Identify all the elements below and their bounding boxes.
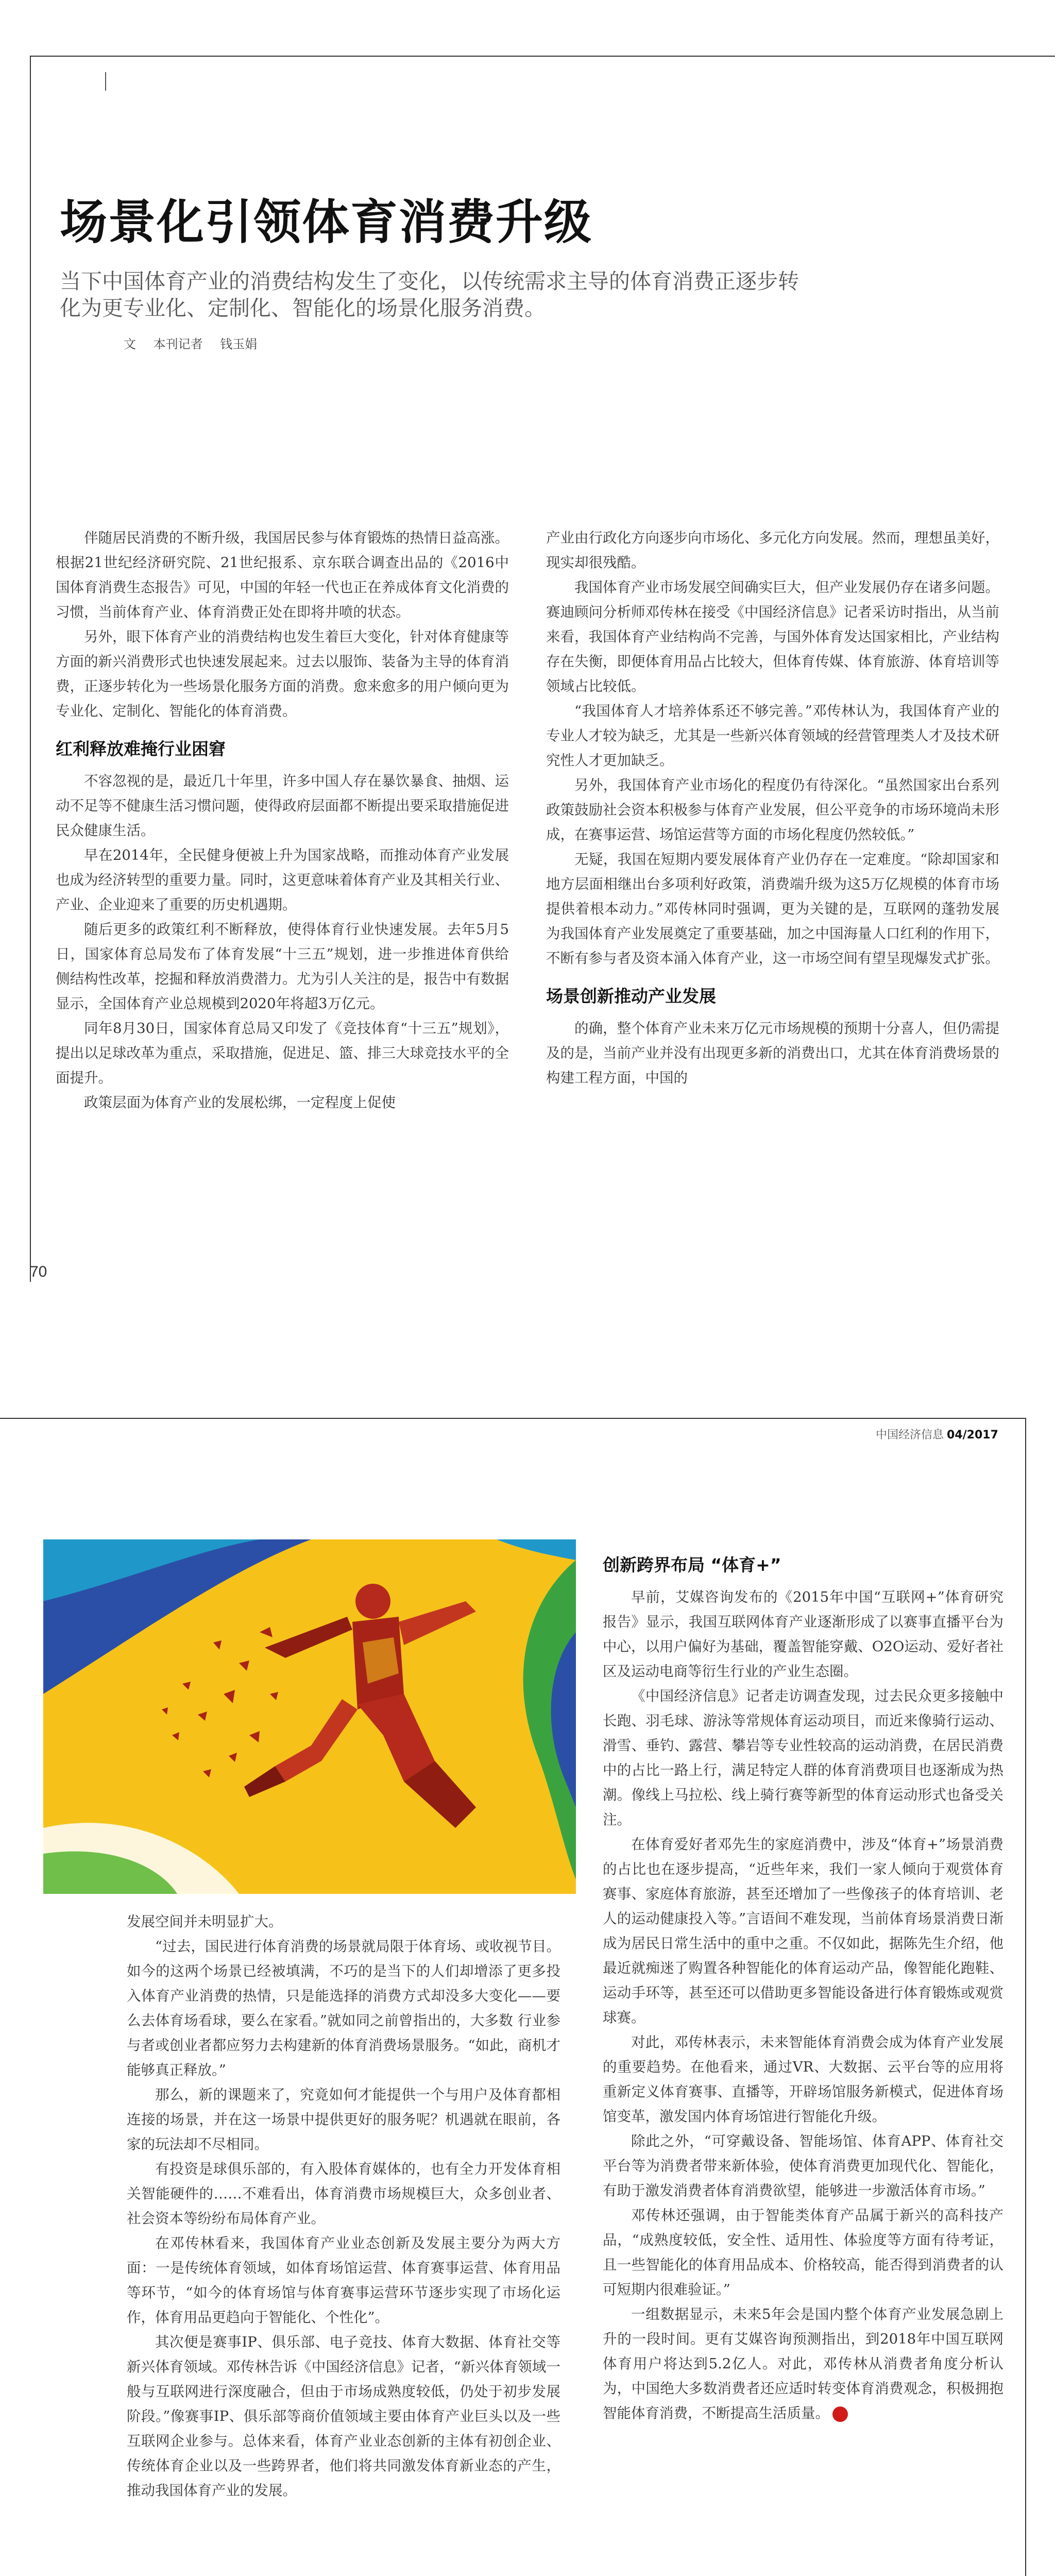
paragraph-text: 其次便是赛事IP、俱乐部、电子竞技、体育大数据、体育社交等新兴体育领域。邓传林告诉《中国经济信息》记者，“新兴体育领域一般与互联网进行深度融合，但由于市场成熟度较低，仍处于初步发展阶段。”像赛事IP、俱乐部等商价值领域主要由体育产业巨头以及一些互联网企业参与。总体来看，体育产业业态创新的主体有初创企业、传统体育企业以及一些跨界者，他们将共同激发体育新业态的产生，推动我国体育产业的发展。 [127, 2334, 560, 2499]
paragraph-text: 我国体育产业市场发展空间确实巨大，但产业发展仍存在诸多问题。赛迪顾问分析师邓传林在接受《中国经济信息》记者采访时指出，从当前来看，我国体育产业结构尚不完善，与国外体育发达国家相比，产业结构存在失衡，即便体育用品占比较大，但体育传媒、体育旅游、体育培训等领域占比较低。 [546, 579, 999, 694]
paragraph-text: 随后更多的政策红利不断释放，使得体育行业快速发展。去年5月5日，国家体育总局发布了体育发展“十三五”规划，进一步推进体育供给侧结构性改革，挖掘和释放消费潜力。尤为引人关注的是，报告中有数据显示，全国体育产业总规模到2020年将超3万亿元。 [56, 921, 509, 1012]
paragraph-text: 不容忽视的是，最近几十年里，许多中国人存在暴饮暴食、抽烟、运动不足等不健康生活习惯问题，使得政府层面都不断提出要采取措施促进民众健康生活。 [56, 773, 509, 839]
paragraph-text: 邓传林还强调，由于智能类体育产品属于新兴的高科技产品，“成熟度较低，安全性、适用性、体验度等方面有待考证，且一些智能化的体育用品成本、价格较高，能否得到消费者的认可短期内很难验证。” [603, 2207, 1003, 2298]
paragraph-text: 同年8月30日，国家体育总局又印发了《竞技体育“十三五”规划》，提出以足球改革为重点，采取措施，促进足、篮、排三大球竞技水平的全面提升。 [56, 1020, 509, 1086]
paragraph [127, 2330, 560, 2503]
paragraph-text: 另外，我国体育产业市场化的程度仍有待深化。“虽然国家出台系列政策鼓励社会资本积极参与体育产业发展，但公平竞争的市场环境尚未形成，在赛事运营、场馆运营等方面的市场化程度仍然较低。” [546, 777, 999, 843]
paragraph [56, 1016, 509, 1090]
paragraph-text: 产业由行政化方向逐步向市场化、多元化方向发展。然而，理想虽美好，现实却很残酷。 [546, 530, 999, 571]
paragraph [56, 769, 509, 843]
page2-left-column [127, 1909, 560, 2503]
paragraph [546, 1016, 999, 1090]
paragraph-text: 政策层面为体育产业的发展松绑，一定程度上促使 [84, 1094, 396, 1111]
paragraph [546, 699, 999, 773]
header-issue: 04/2017 [947, 1429, 998, 1442]
page-number-left: 70 [30, 1263, 47, 1280]
paragraph-text: 有投资是球俱乐部的，有入股体育媒体的，也有全力开发体育相关智能硬件的……不难看出，体育消费市场规模巨大，众多创业者、社会资本等纷纷布局体育产业。 [127, 2161, 560, 2227]
running-header [876, 1426, 998, 1442]
runner-illustration-svg [43, 1539, 576, 1894]
paragraph [127, 2082, 560, 2157]
header-magazine-name: 中国经济信息 [876, 1429, 944, 1442]
section-heading [546, 984, 999, 1009]
section-heading [603, 1553, 1003, 1578]
paragraph-text: 那么，新的课题来了，究竟如何才能提供一个与用户及体育都相连接的场景，并在这一场景中提供更好的服务呢？机遇就在眼前，各家的玩法却不尽相同。 [127, 2087, 560, 2153]
page2-right-column [603, 1553, 1003, 2426]
runner-illustration [43, 1539, 576, 1894]
paragraph-text: 一组数据显示，未来5年会是国内整个体育产业发展急剧上升的一段时间。更有艾媒咨询预测指出，到2018年中国互联网体育用户将达到5.2亿人。对此，邓传林从消费者角度分析认为，中国绝大多数消费者还应适时转变体育消费观念，积极拥抱智能体育消费，不断提高生活质量。 [603, 2306, 1003, 2421]
paragraph [603, 2203, 1003, 2302]
paragraph-text: 无疑，我国在短期内要发展体育产业仍存在一定难度。“除却国家和地方层面相继出台多项利好政策，消费端升级为这5万亿规模的体育市场提供着根本动力。”邓传林同时强调，更为关键的是，互联网的蓬勃发展为我国体育产业发展奠定了重要基础，加之中国海量人口红利的作用下，不断有参与者及资本涌入体育产业，这一市场空间有望呈现爆发式扩张。 [546, 851, 999, 967]
section-heading-text: 红利释放难掩行业困窘 [56, 739, 226, 759]
page1-left-column [56, 526, 509, 1115]
paragraph [127, 2231, 560, 2330]
paragraph [127, 2157, 560, 2231]
paragraph [546, 847, 999, 971]
byline-role: 本刊记者 [153, 337, 203, 351]
paragraph-text: “过去，国民进行体育消费的场景就局限于体育场、或收视节目。如今的这两个场景已经被填满，不巧的是当下的人们却增添了更多投入体育产业消费的热情，只是能选择的消费方式却没多大变化——要么去体育场看球，要么在家看。”就如同之前曾指出的，大多数 行业参与者或创业者都应努力去构建新的体育消费场景服务。“如此，商机才能够真正释放。” [127, 1938, 560, 2078]
paragraph-text: 在邓传林看来，我国体育产业业态创新及发展主要分为两大方面：一是传统体育领域，如体育场馆运营、体育赛事运营、体育用品等环节，“如今的体育场馆与体育赛事运营环节逐步实现了市场化运作，体育用品更趋向于智能化、个性化”。 [127, 2235, 560, 2326]
paragraph-text: 发展空间并未明显扩大。 [127, 1913, 283, 1930]
section-heading [56, 737, 509, 761]
page1-right-column [546, 526, 999, 1090]
byline-prefix: 文 [124, 337, 136, 351]
byline [124, 334, 270, 352]
paragraph [546, 526, 999, 575]
paragraph [127, 1909, 560, 1934]
paragraph-text: 早前，艾媒咨询发布的《2015年中国“互联网+”体育研究报告》显示，我国互联网体育产业逐渐形成了以赛事直播平台为中心，以用户偏好为基础，覆盖智能穿戴、O2O运动、爱好者社区及运动电商等衍生行业的产业生态圈。 [603, 1589, 1003, 1680]
paragraph [546, 575, 999, 699]
paragraph [603, 1684, 1003, 1832]
paragraph-text: 《中国经济信息》记者走访调查发现，过去民众更多接触中长跑、羽毛球、游泳等常规体育运动项目，而近来像骑行运动、滑雪、垂钓、露营、攀岩等专业性较高的运动消费，在居民消费中的占比一路上行，满足特定人群的体育消费项目也逐渐成为热潮。像线上马拉松、线上骑行赛等新型的体育运动形式也备受关注。 [603, 1688, 1003, 1828]
section-heading-text: 场景创新推动产业发展 [546, 986, 716, 1006]
paragraph [56, 526, 509, 624]
paragraph [56, 624, 509, 723]
article-subtitle: 当下中国体育产业的消费结构发生了变化，以传统需求主导的体育消费正逐步转化为更专业化、定制化、智能化的场景化服务消费。 [60, 269, 799, 320]
paragraph [127, 1934, 560, 2082]
paragraph [603, 1832, 1003, 2030]
end-mark-icon [832, 2406, 848, 2422]
paragraph [56, 1090, 509, 1115]
paragraph-text: 早在2014年，全民健身便被上升为国家战略，而推动体育产业发展也成为经济转型的重要力量。同时，这更意味着体育产业及其相关行业、产业、企业迎来了重要的历史机遇期。 [56, 847, 509, 913]
paragraph [56, 917, 509, 1016]
paragraph [603, 1585, 1003, 1684]
paragraph-text: 在体育爱好者邓先生的家庭消费中，涉及“体育+”场景消费的占比也在逐步提高，“近些年来，我们一家人倾向于观赏体育赛事、家庭体育旅游，甚至还增加了一些像孩子的体育培训、老人的运动健康投入等。”言语间不难发现，当前体育场景消费日渐成为居民日常生活中的重中之重。不仅如此，据陈先生介绍，他最近就痴迷了购置各种智能化的体育运动产品，像智能化跑鞋、运动手环等，甚至还可以借助更多智能设备进行体育锻炼或观赏球赛。 [603, 1836, 1003, 2026]
paragraph-text: 对此，邓传林表示，未来智能体育消费会成为体育产业发展的重要趋势。在他看来，通过VR、大数据、云平台等的应用将重新定义体育赛事、直播等，开辟场馆服务新模式，促进体育场馆变革，激发国内体育场馆进行智能化升级。 [603, 2034, 1003, 2125]
paragraph-text: 的确，整个体育产业未来万亿元市场规模的预期十分喜人，但仍需提及的是，当前产业并没有出现更多新的消费出口，尤其在体育消费场景的构建工程方面，中国的 [546, 1020, 999, 1086]
paragraph [603, 2302, 1003, 2426]
paragraph-text: 除此之外，“可穿戴设备、智能场馆、体育APP、体育社交平台等为消费者带来新体验，使体育消费更加现代化、智能化，有助于激发消费者体育消费欲望，能够进一步激活体育市场。” [603, 2133, 1003, 2199]
paragraph-text: 另外，眼下体育产业的消费结构也发生着巨大变化，针对体育健康等方面的新兴消费形式也快速发展起来。过去以服饰、装备为主导的体育消费，正逐步转化为一些场景化服务方面的消费。愈来愈多的用户倾向更为专业化、定制化、智能化的体育消费。 [56, 629, 509, 719]
byline-author: 钱玉娟 [220, 337, 258, 351]
margin-tick [105, 72, 106, 91]
section-heading-text: 创新跨界布局 “体育+” [603, 1555, 781, 1575]
article-title: 场景化引领体育消费升级 [60, 195, 593, 250]
paragraph-text: 伴随居民消费的不断升级，我国居民参与体育锻炼的热情日益高涨。根据21世纪经济研究院、21世纪报系、京东联合调查出品的《2016中国体育消费生态报告》可见，中国的年轻一代也正在养成体育文化消费的习惯，当前体育产业、体育消费正处在即将井喷的状态。 [56, 530, 509, 620]
paragraph [603, 2030, 1003, 2129]
paragraph [56, 843, 509, 917]
paragraph [546, 773, 999, 847]
paragraph-text: “我国体育人才培养体系还不够完善。”邓传林认为，我国体育产业的专业人才较为缺乏，尤其是一些新兴体育领域的经营管理类人才及技术研究性人才更加缺乏。 [546, 703, 999, 769]
paragraph [603, 2129, 1003, 2203]
